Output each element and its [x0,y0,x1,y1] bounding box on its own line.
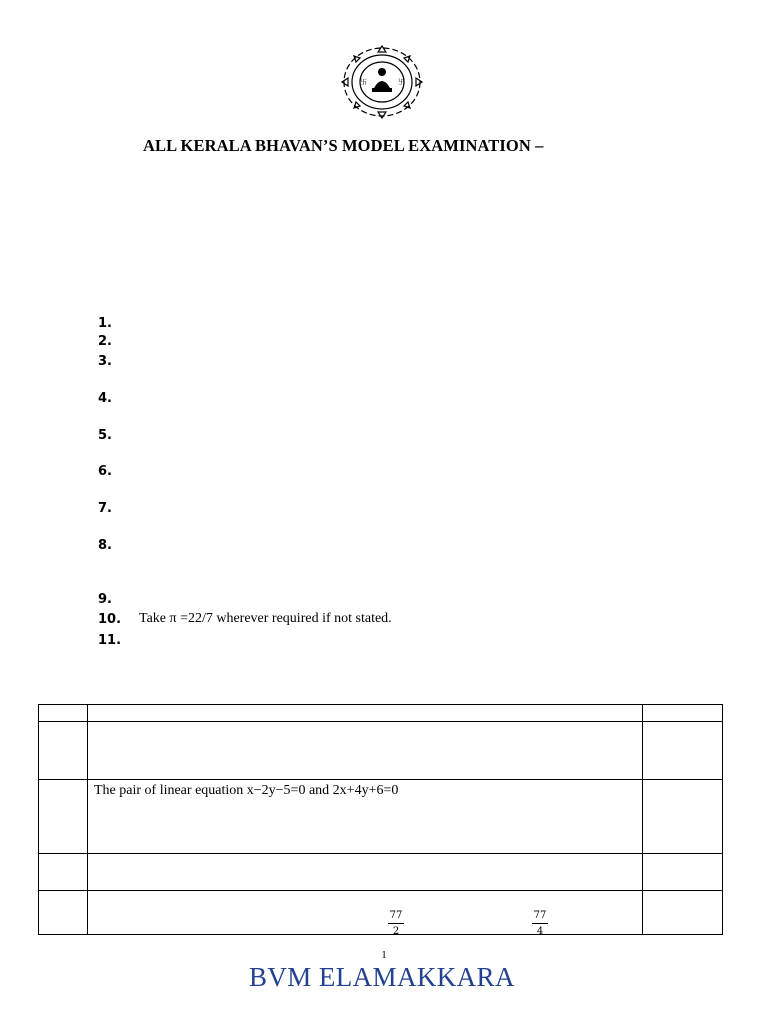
question-text: The pair of linear equation x−2y−5=0 and 2x+4y+6=0 [94,783,399,798]
fraction [388,910,404,937]
question-number-cell [39,780,88,854]
marks-cell [643,780,723,854]
instruction-number: 3. [98,354,112,369]
instruction-number: 5. [98,428,112,443]
marks-cell [643,705,723,722]
question-number-cell [39,854,88,891]
question-number-cell [39,891,88,935]
marks-cell [643,722,723,780]
fraction-denominator: 2 [392,926,400,937]
page-number: 1 [381,949,387,961]
fraction [532,910,548,937]
marks-cell [643,854,723,891]
question-number-cell [39,705,88,722]
question-number-cell [39,722,88,780]
fraction-numerator: 77 [388,910,404,924]
fraction-denominator: 4 [536,926,544,937]
table-row [39,854,723,891]
exam-title: ALL KERALA BHAVAN’S MODEL EXAMINATION – [143,136,544,155]
question-cell [88,722,643,780]
bhavans-emblem-icon [340,44,424,120]
school-footer: BVM ELAMAKKARA [249,962,515,992]
svg-text:卐: 卐 [398,78,405,86]
instruction-number: 11. [98,633,122,648]
table-row [39,722,723,780]
instruction-number: 7. [98,501,112,516]
table-row [39,780,723,854]
marks-cell [643,891,723,935]
question-cell [88,705,643,722]
instruction-number: 8. [98,538,112,553]
question-cell [88,780,643,854]
fraction-numerator: 77 [532,910,548,924]
instruction-number: 1. [98,316,112,331]
instruction-number: 4. [98,391,112,406]
questions-table [38,704,723,935]
instruction-text: Take π =22/7 wherever required if not stated. [139,611,392,626]
instruction-number: 10. [98,612,122,627]
question-cell [88,854,643,891]
instruction-number: 9. [98,592,112,607]
table-row [39,705,723,722]
instruction-number: 2. [98,334,112,349]
question-cell [88,891,643,935]
table-row [39,891,723,935]
instruction-number: 6. [98,464,112,479]
svg-text:卐: 卐 [360,78,367,86]
